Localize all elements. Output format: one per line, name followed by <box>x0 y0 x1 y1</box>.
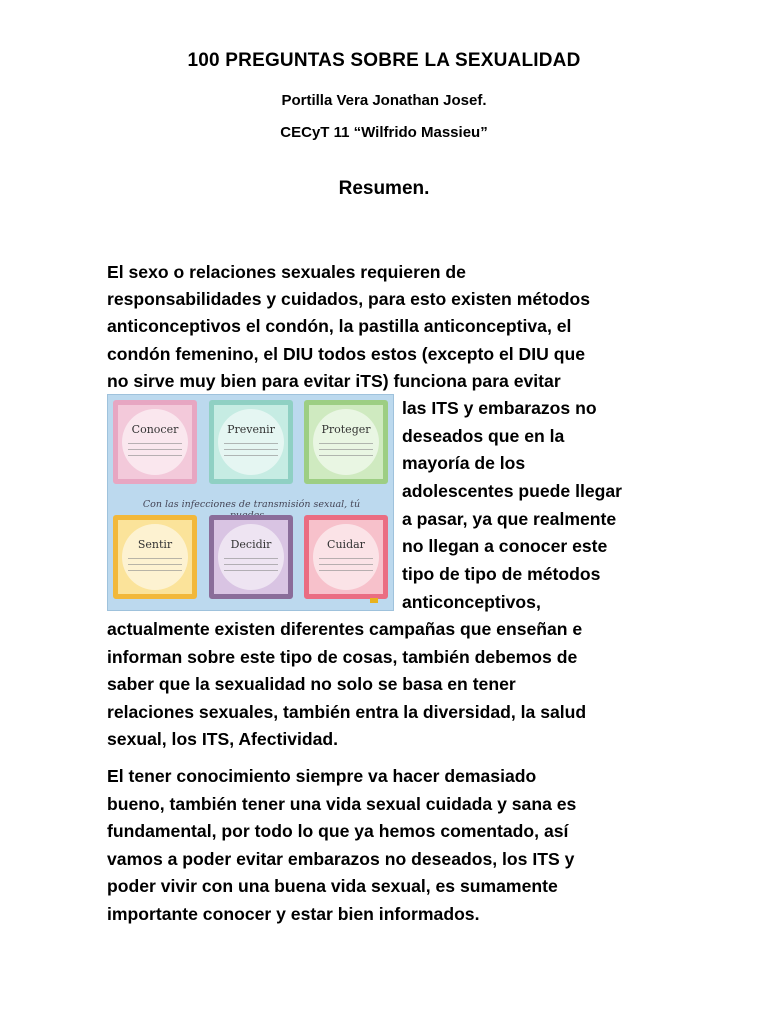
paragraph-1-line: actualmente existen diferentes campañas que enseñan e <box>107 619 583 639</box>
paragraph-1-line: condón femenino, el DIU todos estos (excepto el DIU que <box>107 344 586 364</box>
card-heading: Prevenir <box>227 423 275 436</box>
card-prevenir <box>209 400 293 484</box>
paragraph-1-line: sexual, los ITS, Afectividad. <box>107 729 339 749</box>
card-text-line <box>224 449 278 450</box>
card-text-line <box>319 564 373 565</box>
card-circle <box>313 409 379 475</box>
paragraph-2-line: importante conocer y estar bien informados. <box>107 904 480 924</box>
card-text-line <box>128 558 182 559</box>
paragraph-1-line: tipo de tipo de métodos <box>402 564 601 584</box>
card-text-line <box>128 455 182 456</box>
card-heading: Decidir <box>230 538 272 551</box>
card-conocer <box>113 400 197 484</box>
card-text-line <box>224 570 278 571</box>
card-circle <box>218 409 284 475</box>
paragraph-2-line: poder vivir con una buena vida sexual, es sumamente <box>107 876 558 896</box>
card-text-line <box>319 570 373 571</box>
document-title: 100 PREGUNTAS SOBRE LA SEXUALIDAD <box>187 50 581 71</box>
its-infographic-image <box>107 394 394 611</box>
card-circle <box>122 524 188 590</box>
paragraph-1-line: El sexo o relaciones sexuales requieren de <box>107 262 466 282</box>
paragraph-1-line: deseados que en la <box>402 426 565 446</box>
card-text-line <box>224 558 278 559</box>
paragraph-1-line: a pasar, ya que realmente <box>402 509 617 529</box>
card-text-line <box>224 564 278 565</box>
card-text-line <box>224 455 278 456</box>
paragraph-2-line: vamos a poder evitar embarazos no deseados, los ITS y <box>107 849 575 869</box>
card-circle <box>313 524 379 590</box>
card-text-line <box>128 570 182 571</box>
paragraph-1-line: no sirve muy bien para evitar iTS) funciona para evitar <box>107 371 561 391</box>
card-text-line <box>224 443 278 444</box>
card-heading: Sentir <box>137 538 173 551</box>
card-heading: Proteger <box>321 423 371 436</box>
paragraph-2-line: fundamental, por todo lo que ya hemos comentado, así <box>107 821 569 841</box>
paragraph-1-line: las ITS y embarazos no <box>402 398 597 418</box>
card-heading: Cuidar <box>327 538 365 551</box>
paragraph-1-line: responsabilidades y cuidados, para esto existen métodos <box>107 289 591 309</box>
card-circle <box>218 524 284 590</box>
card-text-line <box>128 449 182 450</box>
card-text-line <box>319 449 373 450</box>
paragraph-1-line: anticonceptivos, <box>402 592 541 612</box>
card-circle <box>122 409 188 475</box>
card-text-line <box>319 558 373 559</box>
card-proteger <box>304 400 388 484</box>
card-text-line <box>128 443 182 444</box>
paragraph-1-line: saber que la sexualidad no solo se basa en tener <box>107 674 516 694</box>
card-text-line <box>128 564 182 565</box>
paragraph-1-line: informan sobre este tipo de cosas, también debemos de <box>107 647 578 667</box>
card-heading: Conocer <box>131 423 179 436</box>
paragraph-2-line: bueno, también tener una vida sexual cuidada y sana es <box>107 794 577 814</box>
paragraph-1-line: anticonceptivos el condón, la pastilla anticonceptiva, el <box>107 316 572 336</box>
school-name: CECyT 11 “Wilfrido Massieu” <box>280 124 488 141</box>
paragraph-1-line: mayoría de los <box>402 453 526 473</box>
card-text-line <box>319 455 373 456</box>
paragraph-1-line: relaciones sexuales, también entra la diversidad, la salud <box>107 702 587 722</box>
paragraph-1-line: adolescentes puede llegar <box>402 481 623 501</box>
flag-mark <box>370 598 378 603</box>
author-name: Portilla Vera Jonathan Josef. <box>281 92 487 109</box>
card-sentir <box>113 515 197 599</box>
paragraph-2-line: El tener conocimiento siempre va hacer demasiado <box>107 766 537 786</box>
card-decidir <box>209 515 293 599</box>
card-cuidar <box>304 515 388 599</box>
paragraph-1-line: no llegan a conocer este <box>402 536 608 556</box>
infographic-banner: Con las infecciones de transmisión sexual, tú <box>142 499 361 510</box>
section-heading: Resumen. <box>338 178 430 199</box>
card-text-line <box>319 443 373 444</box>
